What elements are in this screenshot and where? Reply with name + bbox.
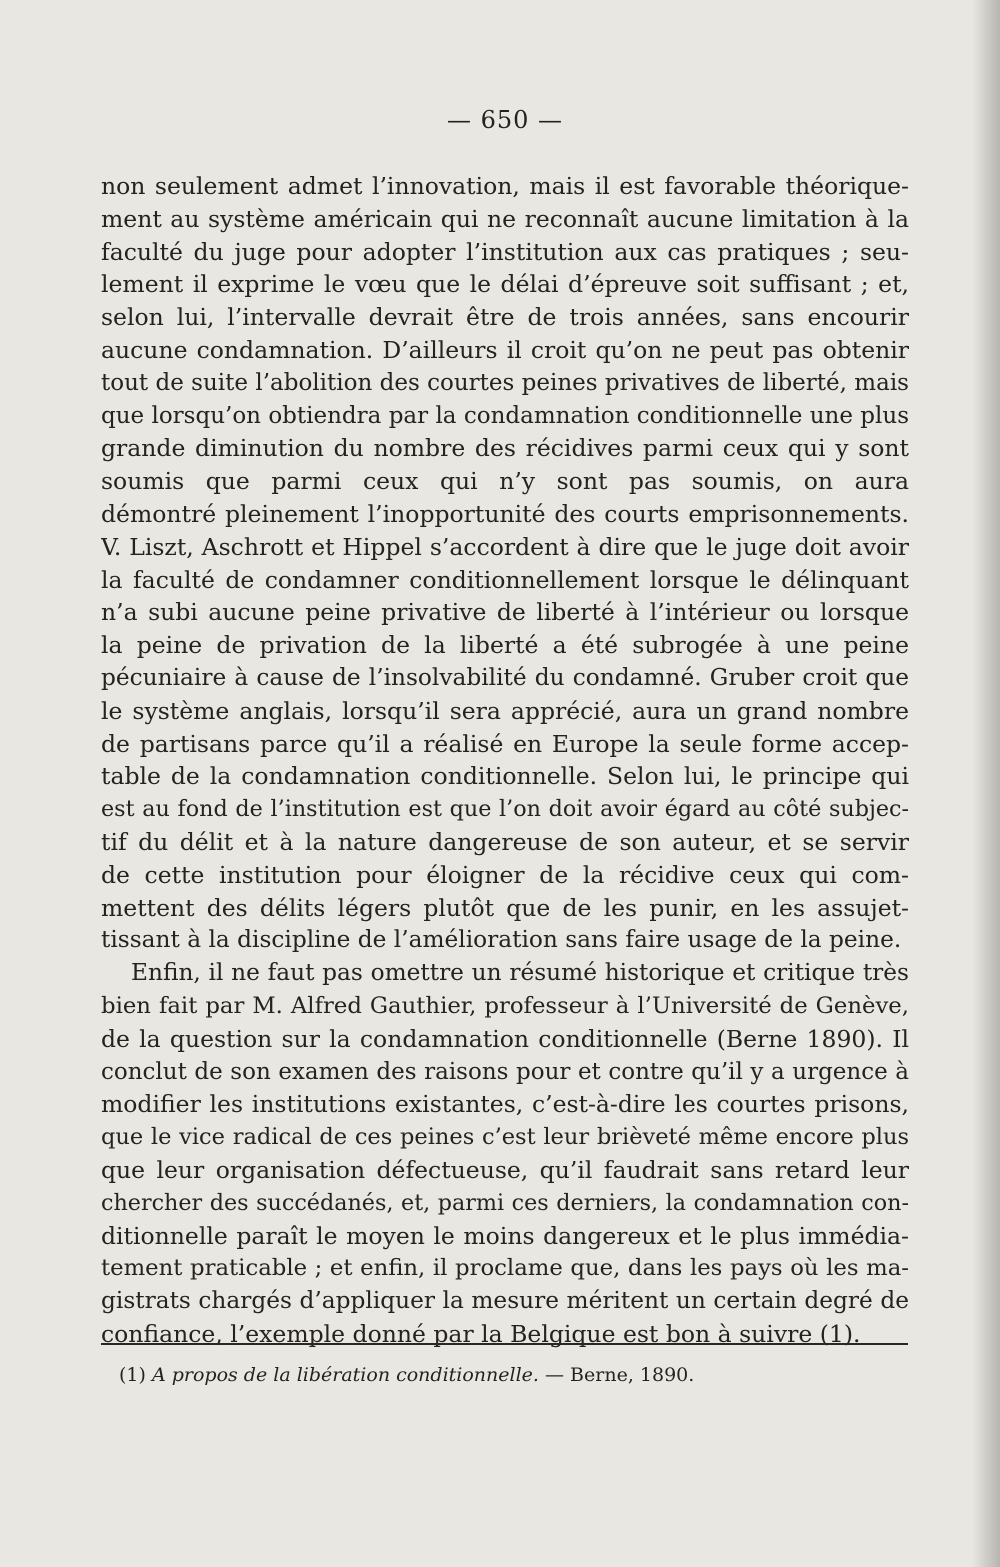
text-line: modifier les institutions existantes, c’est-à-dire les courtes prisons, bbox=[101, 1090, 909, 1119]
text-line: V. Liszt, Aschrott et Hippel s’accordent à dire que le juge doit avoir bbox=[101, 532, 909, 561]
text-line: aucune condamnation. D’ailleurs il croit qu’on ne peut pas obtenir bbox=[101, 335, 909, 364]
text-line: tif du délit et à la nature dangereuse de son auteur, et se servir bbox=[101, 827, 909, 856]
page-number: — 650 — bbox=[446, 106, 564, 134]
text-line: ditionnelle paraît le moyen le moins dangereux et le plus immédia- bbox=[101, 1221, 909, 1250]
text-line: tissant à la discipline de l’amélioration sans faire usage de la peine. bbox=[101, 926, 902, 954]
text-line: n’a subi aucune peine privative de liberté à l’intérieur ou lorsque bbox=[101, 598, 909, 627]
text-line: la peine de privation de la liberté a été subrogée à une peine bbox=[101, 631, 909, 660]
text-line: Enfin, il ne faut pas omettre un résumé historique et critique très bbox=[131, 959, 909, 987]
text-line: le système anglais, lorsqu’il sera apprécié, aura un grand nombre bbox=[101, 696, 909, 725]
text-line: de cette institution pour éloigner de la récidive ceux qui com- bbox=[101, 860, 909, 889]
text-line: gistrats chargés d’appliquer la mesure méritent un certain degré de bbox=[101, 1287, 909, 1315]
text-line: tement praticable ; et enfin, il proclame que, dans les pays où les ma- bbox=[101, 1255, 909, 1282]
text-line: que leur organisation défectueuse, qu’il faudrait sans retard leur bbox=[101, 1155, 909, 1184]
text-line: ment au système américain qui ne reconnaît aucune limitation à la bbox=[101, 204, 909, 233]
text-line: lement il exprime le vœu que le délai d’épreuve soit suffisant ; et, bbox=[101, 270, 909, 299]
text-line: est au fond de l’institution est que l’on doit avoir égard au côté subjec- bbox=[101, 796, 909, 823]
text-line: bien fait par M. Alfred Gauthier, professeur à l’Université de Genève, bbox=[101, 992, 909, 1019]
footnote-rule bbox=[101, 1343, 908, 1345]
text-line: la faculté de condamner conditionnellement lorsque le délinquant bbox=[101, 565, 909, 594]
footnote-reference: — Berne, 1890. bbox=[538, 1364, 695, 1386]
text-line: de la question sur la condamnation conditionnelle (Berne 1890). Il bbox=[101, 1024, 909, 1053]
page-edge-shadow bbox=[972, 0, 1000, 1567]
text-line: confiance, l’exemple donné par la Belgique est bon à suivre (1). bbox=[101, 1319, 861, 1348]
text-line: démontré pleinement l’inopportunité des courts emprisonnements. bbox=[101, 499, 909, 528]
footnote bbox=[119, 1362, 694, 1388]
text-line: soumis que parmi ceux qui n’y sont pas soumis, on aura bbox=[101, 467, 909, 496]
text-line: de partisans parce qu’il a réalisé en Europe la seule forme accep- bbox=[101, 729, 909, 758]
text-line: que le vice radical de ces peines c’est leur brièveté même encore plus bbox=[101, 1124, 909, 1151]
footnote-marker: (1) bbox=[119, 1364, 146, 1386]
text-line: grande diminution du nombre des récidives parmi ceux qui y sont bbox=[101, 434, 909, 463]
text-line: conclut de son examen des raisons pour et contre qu’il y a urgence à bbox=[101, 1058, 909, 1085]
text-line: faculté du juge pour adopter l’institution aux cas pratiques ; seu- bbox=[101, 237, 909, 266]
text-line: table de la condamnation conditionnelle. Selon lui, le principe qui bbox=[101, 762, 909, 791]
text-line: pécuniaire à cause de l’insolvabilité du condamné. Gruber croit que bbox=[101, 663, 909, 691]
text-line: mettent des délits légers plutôt que de les punir, en les assujet- bbox=[101, 893, 909, 922]
text-line: chercher des succédanés, et, parmi ces derniers, la condamnation con- bbox=[101, 1189, 909, 1216]
text-line: que lorsqu’on obtiendra par la condamnation conditionnelle une plus bbox=[101, 402, 909, 429]
text-line: selon lui, l’intervalle devrait être de trois années, sans encourir bbox=[101, 303, 909, 332]
text-line: non seulement admet l’innovation, mais il est favorable théorique- bbox=[101, 172, 909, 200]
text-line: tout de suite l’abolition des courtes peines privatives de liberté, mais bbox=[101, 369, 909, 396]
body-text bbox=[101, 170, 909, 1351]
footnote-title: A propos de la libération conditionnelle. bbox=[151, 1364, 539, 1386]
